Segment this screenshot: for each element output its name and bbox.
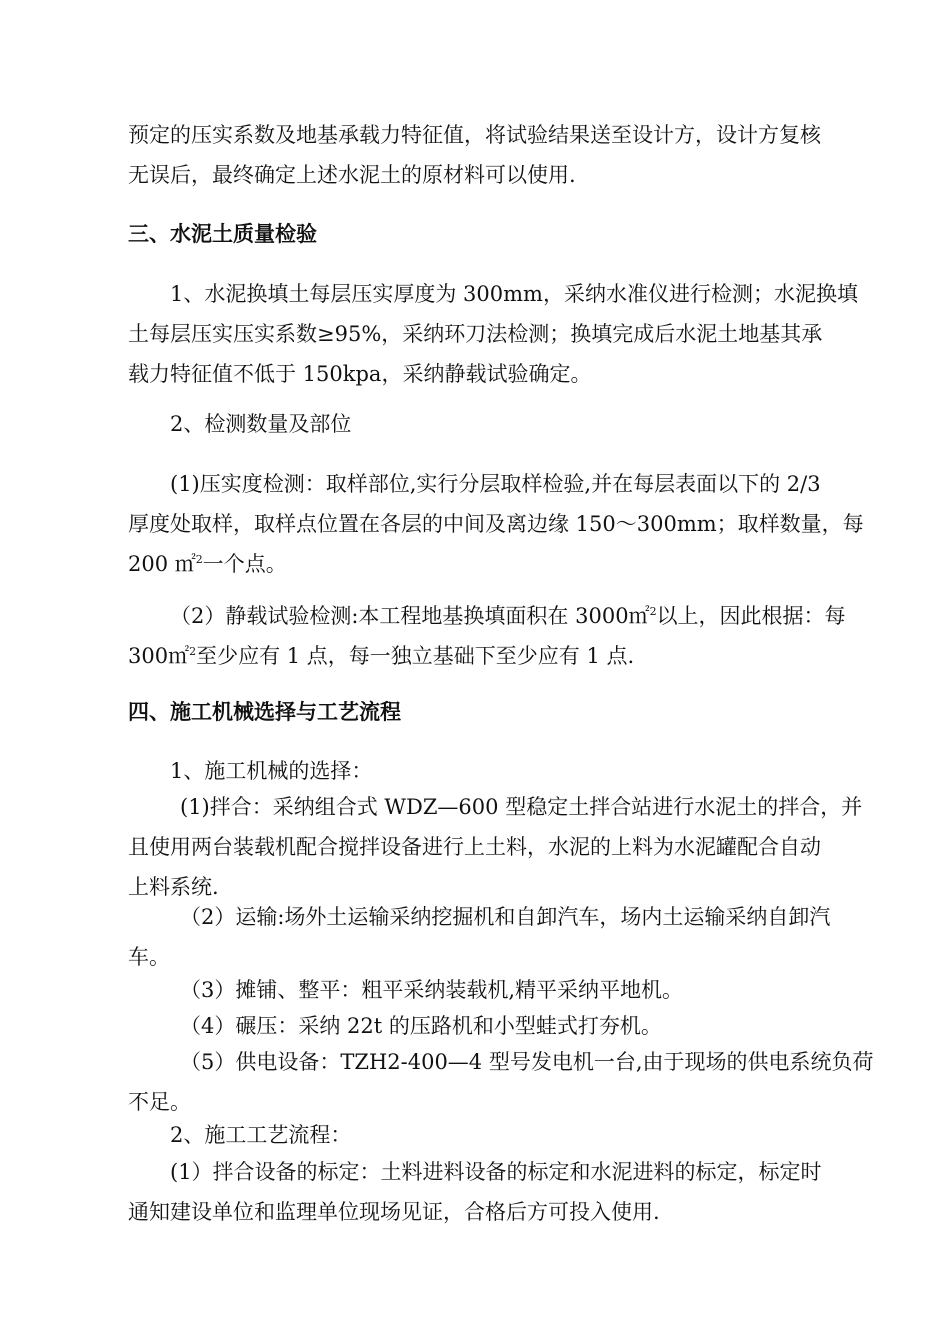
text-line: 预定的压实系数及地基承载力特征值，将试验结果送至设计方，设计方复核 xyxy=(128,123,821,147)
superscript: 2 xyxy=(649,605,657,618)
paragraph-mixing xyxy=(128,787,888,907)
paragraph-process-flow xyxy=(128,1115,888,1155)
text-line: 1、水泥换填土每层压实厚度为 300mm，采纳水准仪进行检测；水泥换填 xyxy=(170,282,858,306)
text-line: 通知建设单位和监理单位现场见证，合格后方可投入使用. xyxy=(128,1200,660,1224)
paragraph-static-load-test xyxy=(128,596,888,676)
text-line: (1)压实度检测：取样部位,实行分层取样检验,并在每层表面以下的 2/3 xyxy=(170,472,821,496)
text-line: 载力特征值不低于 150kpa，采纳静载试验确定。 xyxy=(128,362,592,386)
text-line: 土每层压实压实系数≥95%，采纳环刀法检测；换填完成后水泥土地基其承 xyxy=(128,322,823,346)
paragraph-machinery-selection xyxy=(128,751,888,791)
text-line: （2）运输:场外土运输采纳挖掘机和自卸汽车，场内土运输采纳自卸汽 xyxy=(180,905,831,929)
paragraph-compaction-test xyxy=(128,464,888,584)
text-line xyxy=(128,636,888,676)
heading-text: 三、水泥土质量检验 xyxy=(128,221,317,246)
text-line: (1)拌合：采纳组合式 WDZ—600 型稳定土拌合站进行水泥土的拌合，并 xyxy=(180,795,863,819)
text-fragment: 以上，因此根据：每 xyxy=(656,604,846,628)
paragraph-test-quantity xyxy=(128,404,888,444)
text-line: （5）供电设备：TZH2-400—4 型号发电机一台,由于现场的供电系统负荷 xyxy=(180,1050,874,1074)
paragraph-spreading xyxy=(128,970,888,1010)
text-fragment: 300㎡ xyxy=(128,644,190,668)
text-line: 1、施工机械的选择： xyxy=(170,759,373,783)
text-line: 无误后，最终确定上述水泥土的原材料可以使用. xyxy=(128,163,576,187)
section-heading-3 xyxy=(128,214,888,254)
text-fragment: （2）静载试验检测:本工程地基换填面积在 3000㎡ xyxy=(170,604,650,628)
paragraph-power-supply xyxy=(128,1042,888,1122)
paragraph-transport xyxy=(128,897,888,977)
text-fragment: 至少应有 1 点，每一独立基础下至少应有 1 点. xyxy=(196,644,635,668)
text-fragment: 200 ㎡ xyxy=(128,552,196,576)
text-line xyxy=(128,544,888,584)
text-line: 上料系统. xyxy=(128,875,219,899)
text-line: 厚度处取样，取样点位置在各层的中间及离边缘 150～300mm；取样数量，每 xyxy=(128,512,864,536)
heading-text: 四、施工机械选择与工艺流程 xyxy=(128,699,401,724)
paragraph-intro xyxy=(128,115,888,195)
text-line xyxy=(128,596,888,636)
superscript: 2 xyxy=(195,553,203,566)
text-line: 不足。 xyxy=(128,1090,191,1114)
paragraph-thickness-check xyxy=(128,274,888,394)
superscript: 2 xyxy=(189,645,197,658)
section-heading-4 xyxy=(128,692,888,732)
paragraph-equipment-calibration xyxy=(128,1152,888,1232)
text-fragment: 一个点。 xyxy=(202,552,287,576)
text-line: 且使用两台装载机配合搅拌设备进行上土料，水泥的上料为水泥罐配合自动 xyxy=(128,835,821,859)
text-line: 2、施工工艺流程： xyxy=(170,1123,352,1147)
text-line: （3）摊铺、整平：粗平采纳装载机,精平采纳平地机。 xyxy=(180,978,684,1002)
text-line: （4）碾压：采纳 22t 的压路机和小型蛙式打夯机。 xyxy=(180,1014,662,1038)
text-line: (1）拌合设备的标定：土料进料设备的标定和水泥进料的标定，标定时 xyxy=(170,1160,822,1184)
text-line: 车。 xyxy=(128,945,170,969)
text-line: 2、检测数量及部位 xyxy=(170,412,352,436)
paragraph-compacting xyxy=(128,1006,888,1046)
